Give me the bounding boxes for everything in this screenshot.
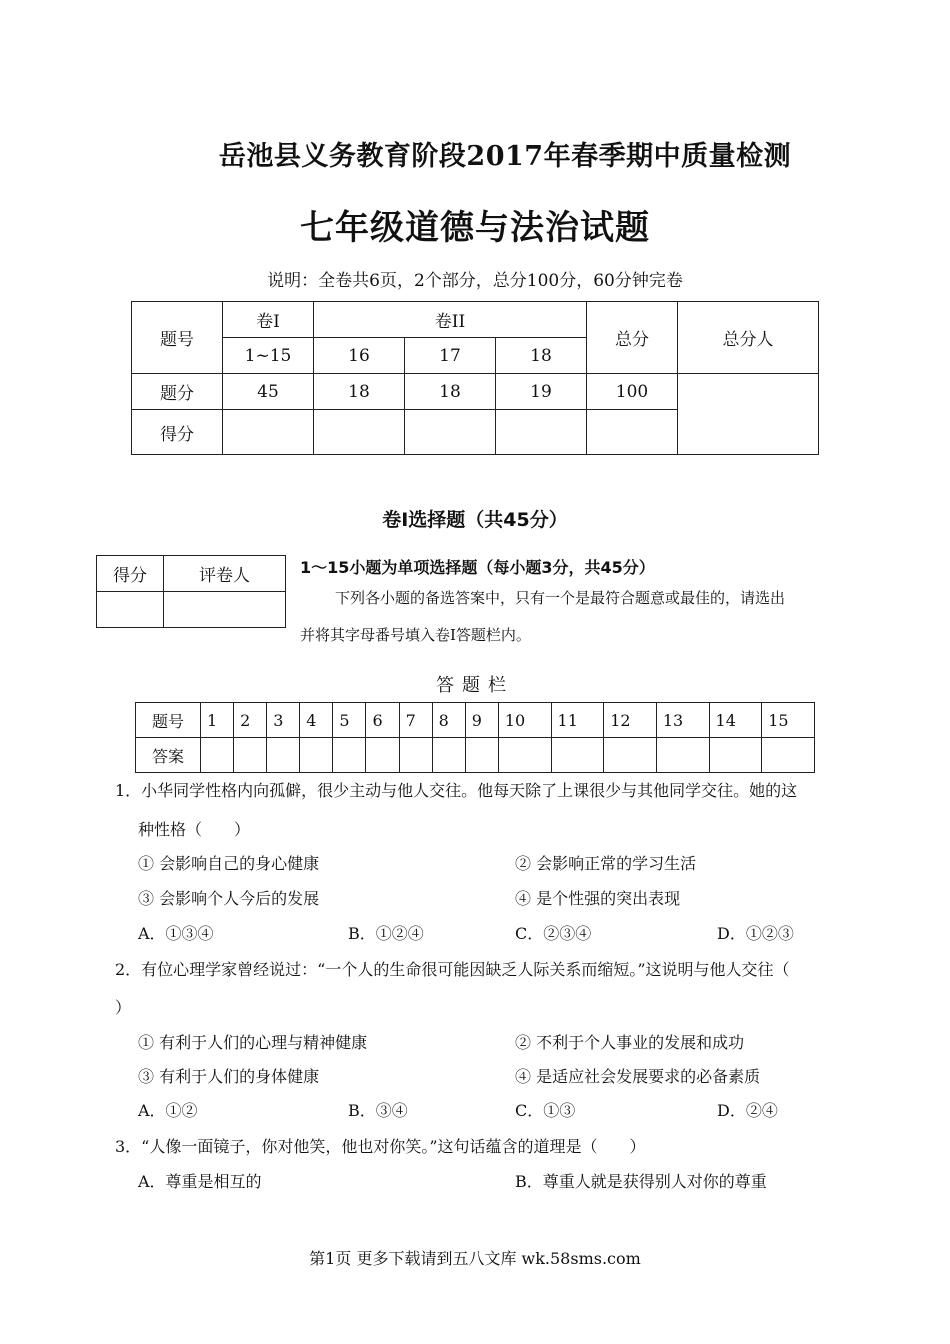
answer-number: 13 bbox=[656, 703, 709, 738]
score-col: 16 bbox=[314, 338, 405, 374]
score-row-label: 题分 bbox=[132, 374, 223, 410]
question-3-stem: 3．“人像一面镜子，你对他笑，他也对你笑。”这句话蕴含的道理是（ ） bbox=[115, 1137, 646, 1156]
question-2-choice-c: C．①③ bbox=[515, 1101, 576, 1120]
score-header-juan1: 卷I bbox=[223, 302, 314, 338]
answer-number: 14 bbox=[709, 703, 762, 738]
question-1-stem-cont: 种性格（ ） bbox=[138, 820, 251, 839]
score-blank bbox=[223, 410, 314, 455]
score-header-juan2: 卷II bbox=[314, 302, 587, 338]
grader-pingjuanren: 评卷人 bbox=[164, 556, 286, 592]
score-header-zongfen: 总分 bbox=[587, 302, 678, 374]
exam-note: 说明：全卷共6页，2个部分，总分100分，60分钟完卷 bbox=[267, 271, 683, 291]
answer-number: 7 bbox=[399, 703, 432, 738]
question-3-choice-a: A．尊重是相互的 bbox=[138, 1172, 262, 1191]
question-2-choice-b: B．③④ bbox=[348, 1101, 408, 1120]
question-1-choice-b: B．①②④ bbox=[348, 924, 424, 943]
score-blank bbox=[314, 410, 405, 455]
question-2-stem: 2．有位心理学家曾经说过：“一个人的生命很可能因缺乏人际关系而缩短。”这说明与他人交往（ bbox=[115, 960, 790, 979]
answer-blank bbox=[366, 738, 399, 773]
answer-number: 1 bbox=[201, 703, 234, 738]
answer-number: 4 bbox=[300, 703, 333, 738]
answer-blank bbox=[201, 738, 234, 773]
answer-blank bbox=[762, 738, 815, 773]
answer-sheet-table bbox=[135, 702, 815, 773]
answer-blank bbox=[300, 738, 333, 773]
answer-blank bbox=[498, 738, 551, 773]
answer-sheet-title: 答题栏 bbox=[436, 675, 514, 696]
answer-blank bbox=[399, 738, 432, 773]
exam-subtitle: 七年级道德与法治试题 bbox=[300, 208, 650, 248]
grader-blank bbox=[164, 592, 286, 628]
score-col: 1~15 bbox=[223, 338, 314, 374]
answer-blank bbox=[604, 738, 657, 773]
section-title: 卷Ⅰ选择题（共45分） bbox=[382, 509, 568, 531]
answer-blank bbox=[465, 738, 498, 773]
question-2-stem-cont: ） bbox=[115, 998, 132, 1017]
answer-blank bbox=[551, 738, 604, 773]
score-col: 17 bbox=[405, 338, 496, 374]
question-2-option: ① 有利于人们的心理与精神健康 bbox=[138, 1033, 368, 1052]
instruction-line: 并将其字母番号填入卷Ⅰ答题栏内。 bbox=[300, 626, 531, 644]
question-3-choice-b: B．尊重人就是获得别人对你的尊重 bbox=[515, 1172, 767, 1191]
question-2-choice-d: D．②④ bbox=[717, 1101, 778, 1120]
answer-blank bbox=[709, 738, 762, 773]
grader-table bbox=[96, 555, 286, 628]
answer-number: 12 bbox=[604, 703, 657, 738]
instruction-heading: 1～15小题为单项选择题（每小题3分，共45分） bbox=[300, 558, 655, 577]
question-1-option: ① 会影响自己的身心健康 bbox=[138, 854, 320, 873]
exam-title: 岳池县义务教育阶段2017年春季期中质量检测 bbox=[218, 141, 792, 172]
answer-number: 5 bbox=[333, 703, 366, 738]
question-2-option: ② 不利于个人事业的发展和成功 bbox=[515, 1033, 745, 1052]
question-1-option: ③ 会影响个人今后的发展 bbox=[138, 889, 320, 908]
question-1-stem: 1．小华同学性格内向孤僻，很少主动与他人交往。他每天除了上课很少与其他同学交往。她的这 bbox=[115, 781, 798, 800]
answer-number: 11 bbox=[551, 703, 604, 738]
grader-defen: 得分 bbox=[97, 556, 164, 592]
answer-number: 2 bbox=[234, 703, 267, 738]
score-cell: 18 bbox=[314, 374, 405, 410]
answer-number: 10 bbox=[498, 703, 551, 738]
question-1-choice-d: D．①②③ bbox=[717, 924, 794, 943]
question-1-option: ④ 是个性强的突出表现 bbox=[515, 889, 681, 908]
score-cell: 45 bbox=[223, 374, 314, 410]
answer-number: 6 bbox=[366, 703, 399, 738]
score-cell: 18 bbox=[405, 374, 496, 410]
answer-blank bbox=[656, 738, 709, 773]
instruction-line: 下列各小题的备选答案中，只有一个是最符合题意或最佳的，请选出 bbox=[335, 589, 786, 607]
answer-daan-label: 答案 bbox=[136, 738, 201, 773]
score-row-label: 得分 bbox=[132, 410, 223, 455]
score-blank bbox=[405, 410, 496, 455]
score-blank bbox=[587, 410, 678, 455]
answer-number: 8 bbox=[432, 703, 465, 738]
answer-blank bbox=[234, 738, 267, 773]
answer-blank bbox=[267, 738, 300, 773]
answer-blank bbox=[333, 738, 366, 773]
score-cell: 100 bbox=[587, 374, 678, 410]
question-2-choice-a: A．①② bbox=[138, 1101, 198, 1120]
score-header-tihao: 题号 bbox=[132, 302, 223, 374]
score-cell: 19 bbox=[496, 374, 587, 410]
question-1-option: ② 会影响正常的学习生活 bbox=[515, 854, 697, 873]
question-2-option: ④ 是适应社会发展要求的必备素质 bbox=[515, 1067, 761, 1086]
question-1-choice-c: C．②③④ bbox=[515, 924, 592, 943]
answer-number: 9 bbox=[465, 703, 498, 738]
score-blank bbox=[496, 410, 587, 455]
answer-blank bbox=[432, 738, 465, 773]
answer-number: 3 bbox=[267, 703, 300, 738]
score-table bbox=[131, 301, 819, 455]
score-col: 18 bbox=[496, 338, 587, 374]
answer-tihao-label: 题号 bbox=[136, 703, 201, 738]
zongfenren-cell bbox=[678, 374, 819, 455]
grader-blank bbox=[97, 592, 164, 628]
answer-number: 15 bbox=[762, 703, 815, 738]
page-footer: 第1页 更多下载请到五八文库 wk.58sms.com bbox=[309, 1249, 641, 1268]
question-1-choice-a: A．①③④ bbox=[138, 924, 214, 943]
score-header-zongfenren: 总分人 bbox=[678, 302, 819, 374]
question-2-option: ③ 有利于人们的身体健康 bbox=[138, 1067, 320, 1086]
